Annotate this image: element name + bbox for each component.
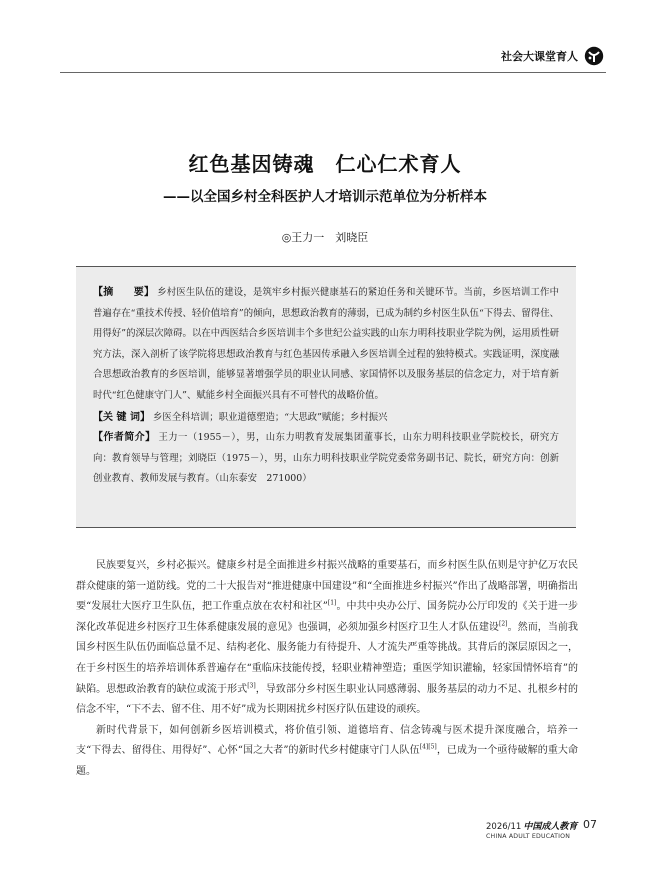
header-divider — [60, 72, 606, 73]
body-text-segment: 。然而，当前我国乡村医生队伍仍面临总量不足、结构老化、服务能力有待提升、人才流失严重等挑战。其背后的深层原因之一，在于乡村医生的培养培训体系普遍存在“重临床技能传授，轻职业精神塑造；重医学知识灌输，轻家国情怀培育”的缺陷。思想政治教育的缺位或流于形式 — [76, 621, 578, 695]
column-name: 社会大课堂育人 — [501, 50, 578, 63]
author-info-section — [93, 428, 559, 490]
body-text-segment: 民族要复兴，乡村必振兴。健康乡村是全面推进乡村振兴战略的重要基石，而乡村医生队伍则是守护亿万农民群众健康的第一道防线。党的二十大报告对“推进健康中国建设”和“全面推进乡村振兴”作出了战略部署，明确指出要“发展壮大医疗卫生队伍，把工作重点放在农村和社区” — [76, 560, 578, 613]
journal-logo-icon — [584, 46, 604, 66]
body-paragraph — [76, 721, 578, 783]
abstract-box — [76, 266, 576, 528]
journal-name-english: CHINA ADULT EDUCATION — [486, 833, 571, 840]
article-subtitle: ——以全国乡村全科医护人才培训示范单位为分析样本 — [163, 189, 487, 205]
keywords-section — [93, 408, 559, 429]
abstract-section — [93, 283, 559, 407]
footer-row — [486, 819, 596, 832]
citation[interactable]: [2] — [499, 620, 508, 628]
abstract-text: 乡村医生队伍的建设，是筑牢乡村振兴健康基石的紧迫任务和关键环节。当前，乡医培训工作中普遍存在“重技术传授、轻价值培育”的倾向，思想政治教育的薄弱，已成为制约乡村医生队伍“下得去、留得住、用得好”的深层次障碍。以在中西医结合乡医培训丰个多世纪公益实践的山东力明科技职业学院为例，运用质性研究方法，深入剖析了该学院将思想政治教育与红色基因传承融入乡医培训全过程的独特模式。实践证明，深度融合思想政治教育的乡医培训，能够显著增强学员的职业认同感、家国情怀以及服务基层的信念定力，对于培育新时代“红色健康守门人”、赋能乡村全面振兴具有不可替代的战略价值。 — [93, 287, 559, 401]
article-authors: ◎王力一 刘晓臣 — [281, 231, 369, 244]
citation[interactable]: [1] — [327, 599, 337, 607]
issue-number: 2026/11 — [486, 822, 522, 832]
citation[interactable]: [3] — [247, 682, 256, 690]
column-header — [501, 46, 604, 66]
body-paragraph — [76, 556, 578, 721]
author-info-text: 王力一（1955－），男，山东力明教育发展集团董事长，山东力明科技职业学院校长，研究方向：教育领导与管理；刘晓臣（1975－），男，山东力明科技职业学院党委常务副书记、院长，研究方向：创新创业教育、教师发展与教育。（山东泰安 271000） — [93, 432, 559, 485]
citation[interactable]: [4][5] — [419, 744, 437, 752]
page-footer — [486, 819, 596, 840]
article-title: 红色基因铸魂 仁心仁术育人 — [188, 152, 462, 176]
keywords-label: 【关 键 词】 — [93, 411, 150, 423]
page-number: 07 — [583, 818, 597, 831]
body-text-segment: 。中共中央办公厅、国务院办公厅印发的《关于进一步深化改革促进乡村医疗卫生体系健康发展的意见》也强调，必须加强乡村医疗卫生人才队伍建设 — [76, 601, 578, 633]
abstract-label: 【摘 要】 — [93, 287, 155, 298]
body-text-segment: 新时代背景下，如何创新乡医培训模式，将价值引领、道德培育、信念铸魂与医术提升深度融合，培养一支“下得去、留得住、用得好”、心怀“国之大者”的新时代乡村健康守门人队伍 — [76, 724, 578, 757]
body-text — [76, 556, 578, 783]
body-text-segment: ，已成为一个亟待破解的重大命题。 — [76, 745, 579, 777]
keywords-text: 乡医全科培训；职业道德塑造；“大思政”赋能；乡村振兴 — [152, 411, 388, 423]
journal-name: 中国成人教育 — [523, 822, 578, 832]
body-text-segment: ，导致部分乡村医生职业认同感薄弱、服务基层的动力不足、扎根乡村的信念不牢，“下不去、留不住、用不好”成为长期困扰乡村医疗队伍建设的顽疾。 — [76, 683, 579, 716]
author-info-label: 【作者简介】 — [93, 432, 156, 444]
